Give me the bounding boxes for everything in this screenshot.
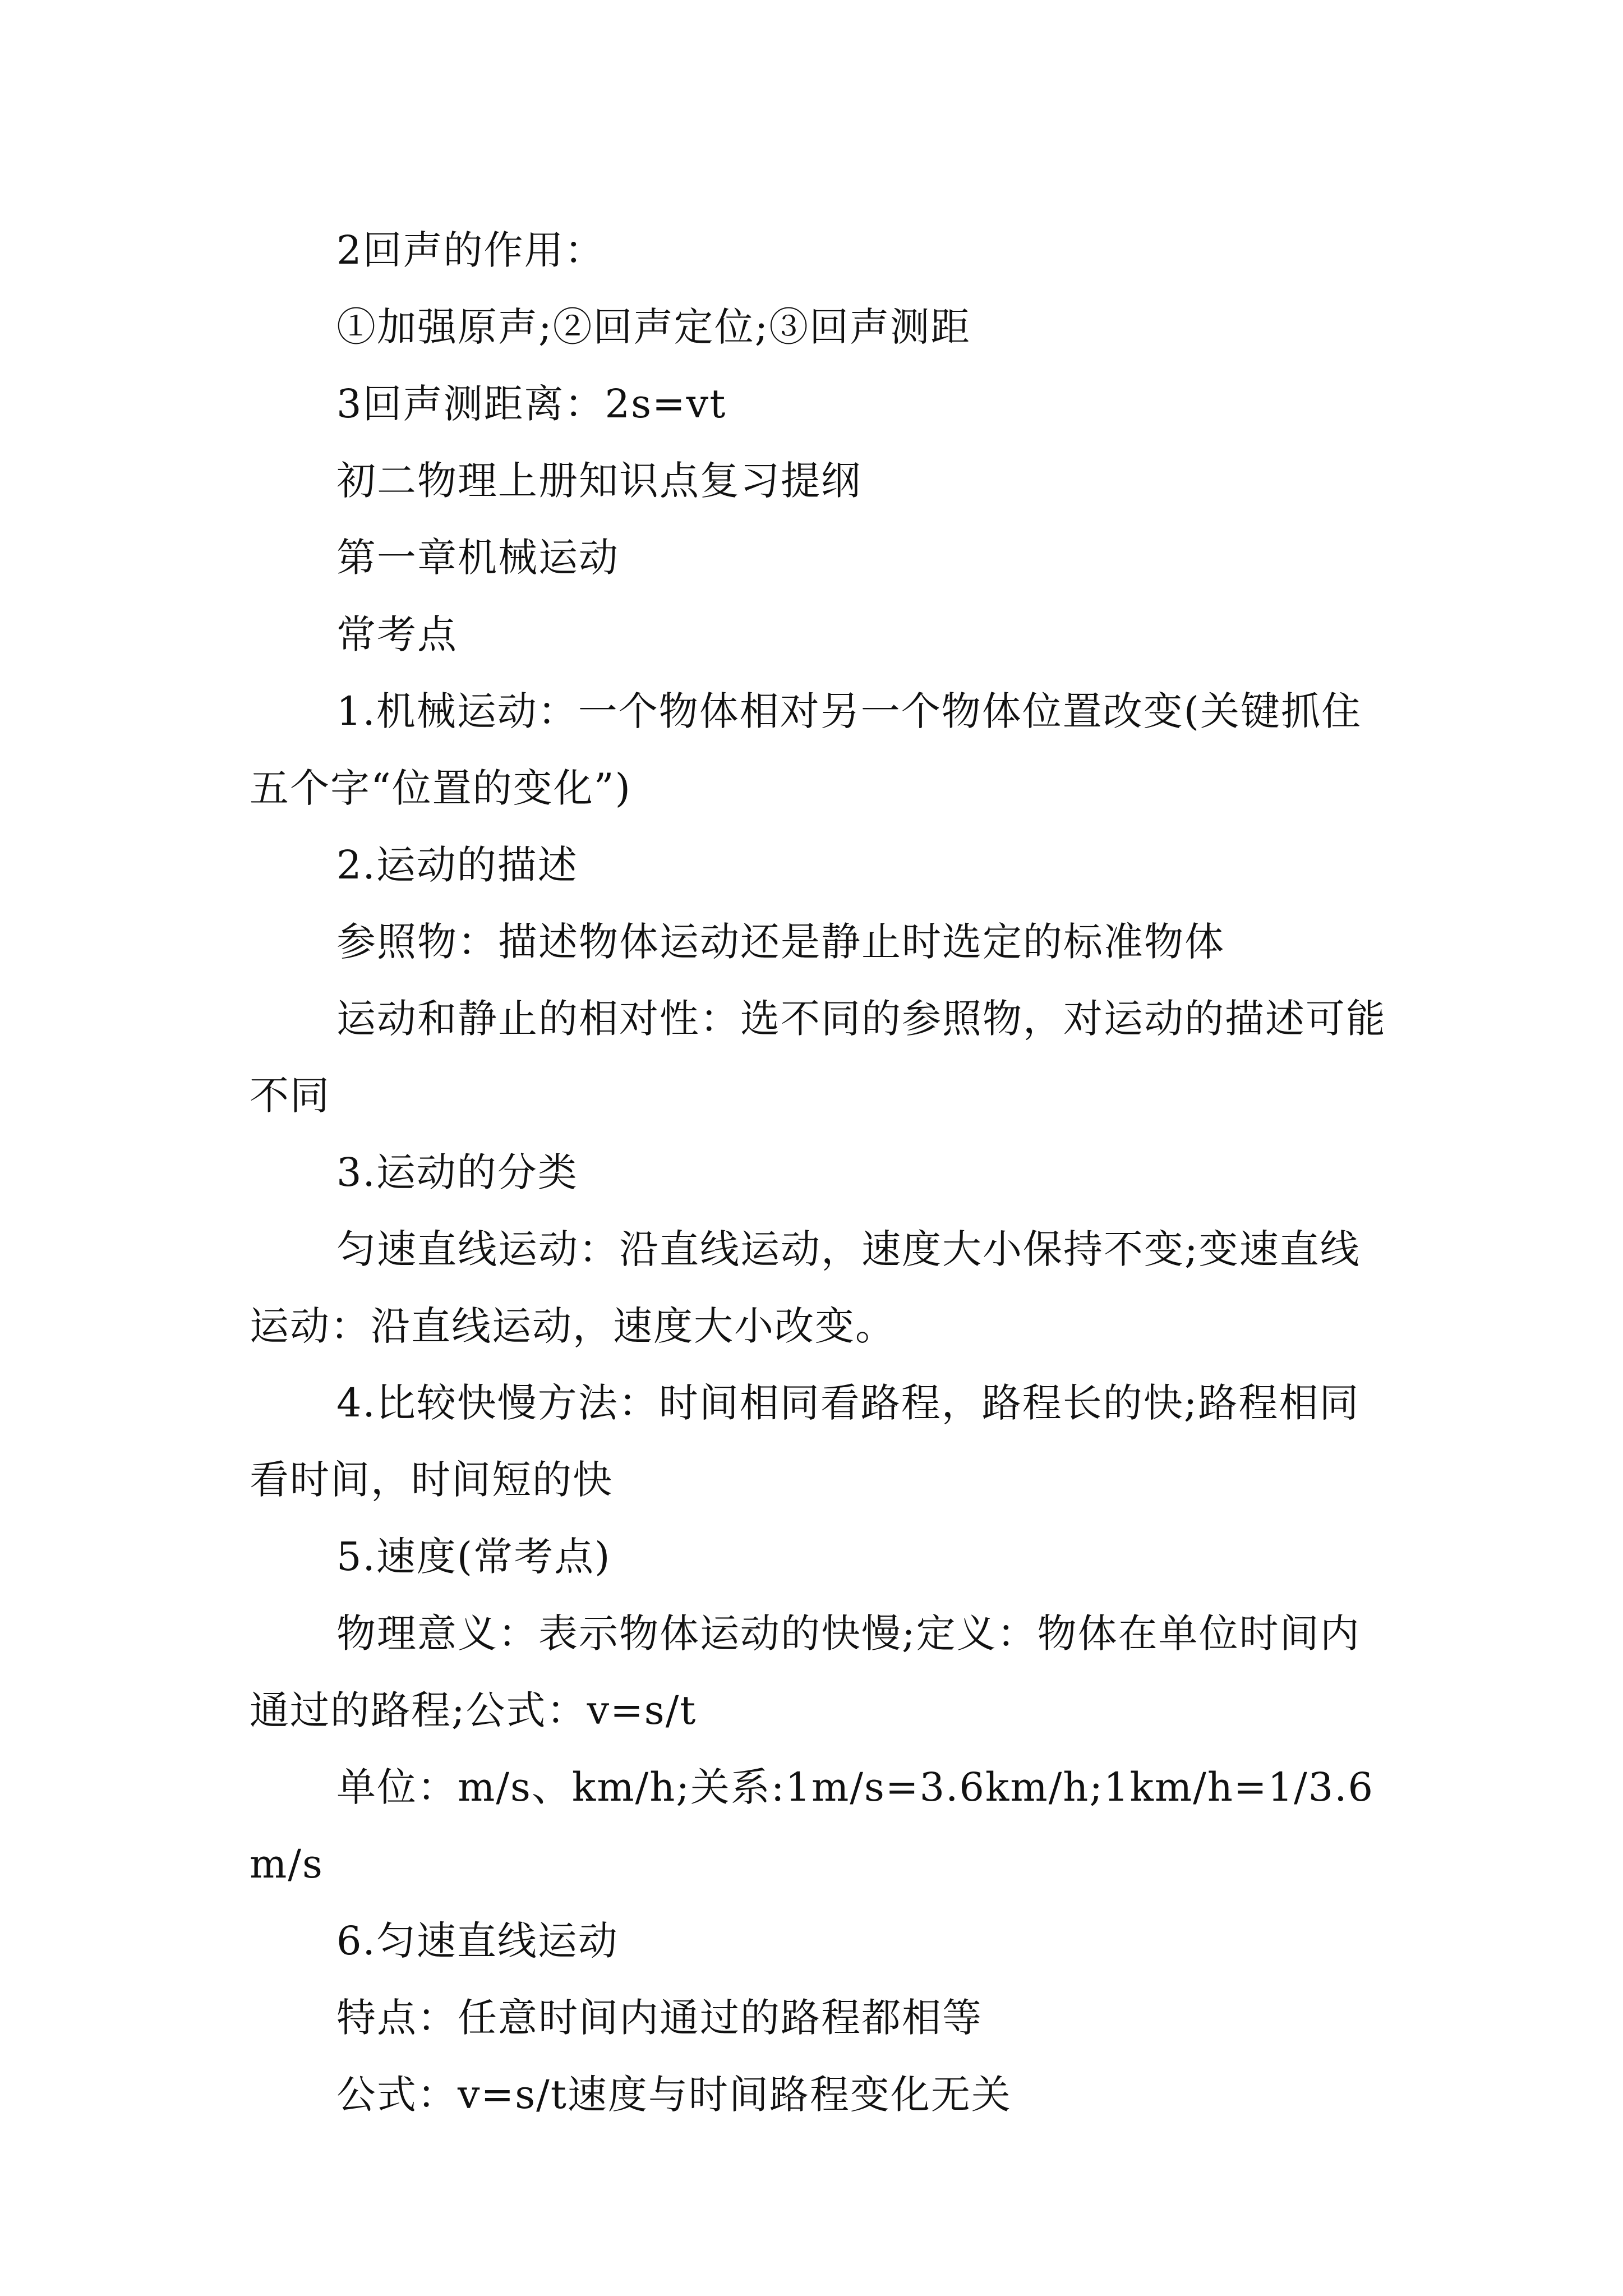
paragraph-uniform-motion-formula: 公式：v=s/t速度与时间路程变化无关 xyxy=(336,2072,1012,2118)
paragraph-speed-comparison: 4.比较快慢方法：时间相同看路程，路程长的快;路程相同看时间，时间短的快 xyxy=(250,1380,1360,1503)
paragraph-motion-types: 匀速直线运动：沿直线运动，速度大小保持不变;变速直线运动：沿直线运动，速度大小改变。 xyxy=(250,1226,1361,1349)
paragraph-speed-definition: 物理意义：表示物体运动的快慢;定义：物体在单位时间内通过的路程;公式：v=s/t xyxy=(250,1611,1361,1733)
paragraph-mechanical-motion: 1.机械运动：一个物体相对另一个物体位置改变(关键抓住五个字“位置的变化”) xyxy=(250,688,1362,811)
paragraph-motion-types-heading: 3.运动的分类 xyxy=(336,1149,578,1195)
document-body xyxy=(250,212,1388,2133)
paragraph-chapter-title: 第一章机械运动 xyxy=(336,535,619,581)
paragraph-outline-title: 初二物理上册知识点复习提纲 xyxy=(336,458,861,504)
paragraph-uniform-motion-feature: 特点：任意时间内通过的路程都相等 xyxy=(336,1995,983,2041)
paragraph-uniform-motion-heading: 6.匀速直线运动 xyxy=(336,1918,619,1964)
paragraph-relativity: 运动和静止的相对性：选不同的参照物，对运动的描述可能不同 xyxy=(250,996,1386,1119)
paragraph-key-points-heading: 常考点 xyxy=(336,611,458,657)
paragraph-echo-uses-list: ①加强原声;②回声定位;③回声测距 xyxy=(336,304,971,350)
paragraph-speed-units: 单位：m/s、km/h;关系:1m/s=3.6km/h;1km/h=1/3.6m/s xyxy=(250,1764,1375,1887)
paragraph-echo-uses-heading: 2回声的作用： xyxy=(336,227,605,273)
paragraph-echo-distance: 3回声测距离：2s=vt xyxy=(336,381,727,427)
paragraph-motion-description-heading: 2.运动的描述 xyxy=(336,842,578,888)
paragraph-speed-heading: 5.速度(常考点) xyxy=(336,1534,611,1580)
paragraph-reference-object: 参照物：描述物体运动还是静止时选定的标准物体 xyxy=(336,919,1225,965)
